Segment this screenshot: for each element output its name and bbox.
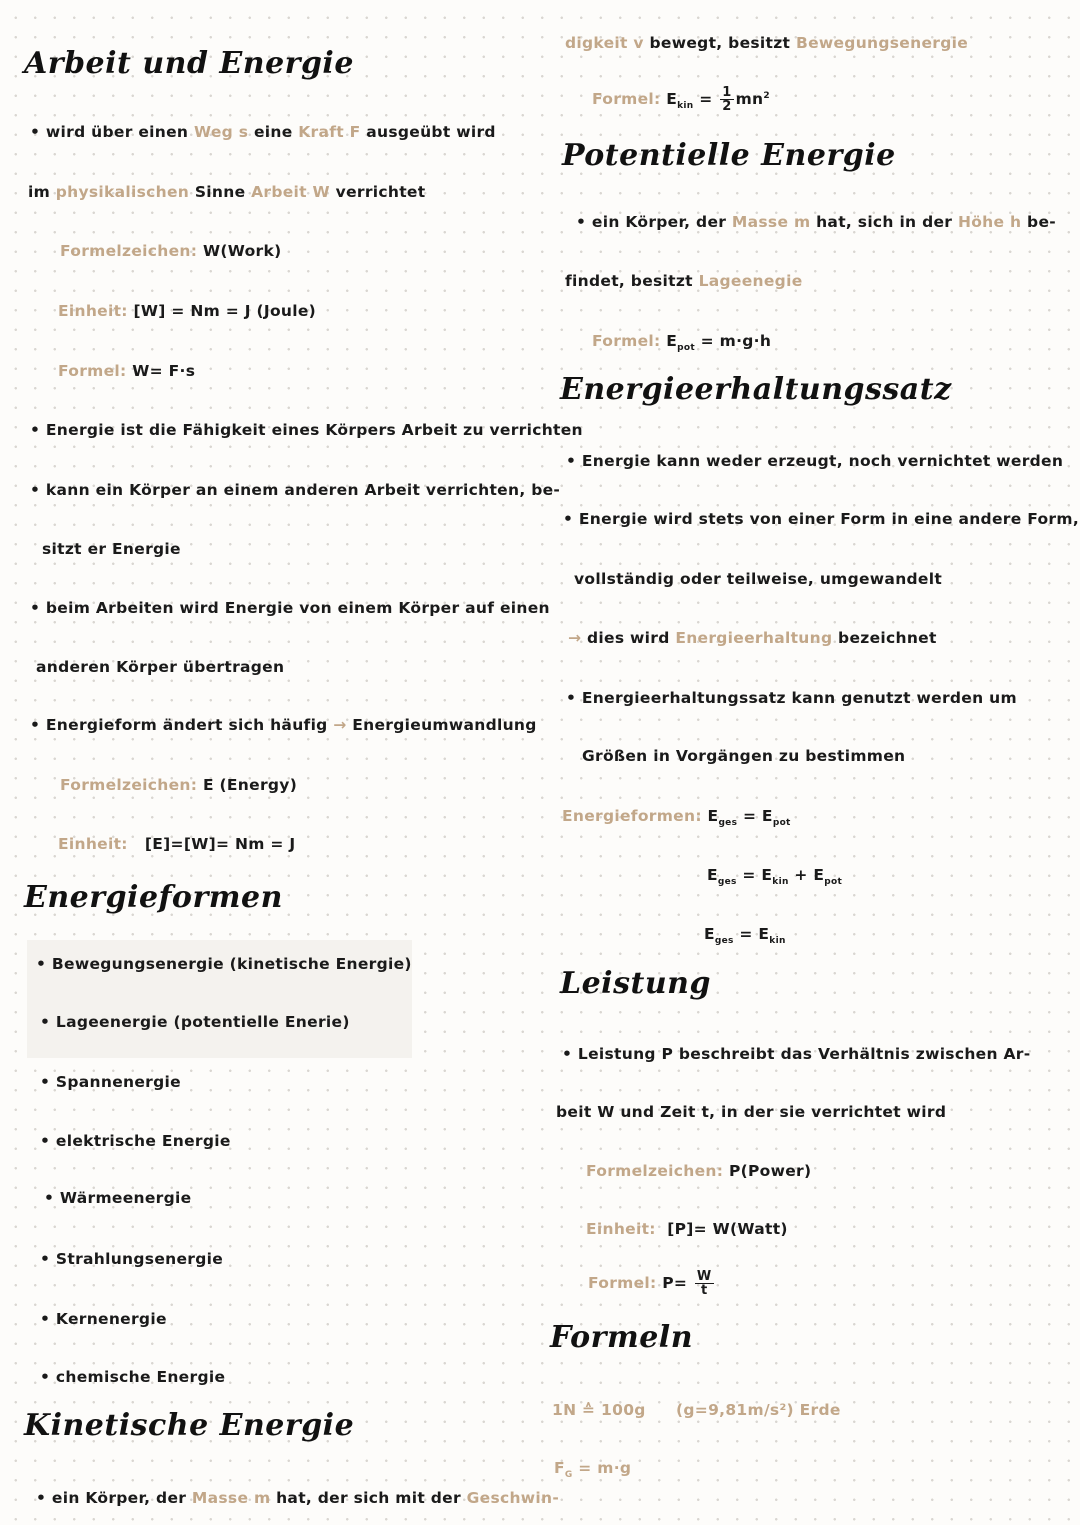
line-beim-arbeiten: • beim Arbeiten wird Energie von einem Körper auf einen [30,599,550,617]
term-hoehe: Höhe h [957,213,1022,231]
text: verrichtet [329,183,426,201]
line-erhaltung-2: • Energie wird stets von einer Form in eine andere Form, [563,510,1080,528]
text: findet, besitzt [565,272,699,290]
line-erhaltung-6: Größen in Vorgängen zu bestimmen [582,747,906,765]
term-masse: Masse m [191,1489,271,1507]
list-item: • chemische Energie [40,1368,226,1386]
value: P(Power) [728,1162,812,1180]
label: Energieformen: [562,807,702,825]
term-energieerhaltung: Energieerhaltung [675,629,833,647]
heading-kinetische-energie: Kinetische Energie [24,1408,355,1443]
text: bewegt, besitzt [643,34,796,52]
subscript: kin [769,936,786,947]
text: + E [788,866,825,884]
value: W(Work) [202,242,282,260]
heading-formeln: Formeln [550,1320,694,1355]
subscript: pot [677,343,695,354]
symbol: E [666,90,678,108]
list-item: • Bewegungsenergie (kinetische Energie) [36,955,412,973]
arrow-icon: → [568,629,582,647]
heading-energieformen: Energieformen [24,880,283,915]
subscript: kin [772,877,789,888]
formel-arbeit [58,362,195,380]
numerator: 1 [722,85,732,100]
line-erhaltung-4 [568,629,937,647]
line-erhaltung-3: vollständig oder teilweise, umgewandelt [574,570,943,588]
label: Formel: [58,362,127,380]
text: • wird über einen [30,123,194,141]
line-erhaltung-5: • Energieerhaltungssatz kann genutzt werden um [566,689,1017,707]
line-arbeit-verrichtet [28,183,425,201]
energieformen-eq-3 [704,925,786,946]
term-geschwindigkeit: digkeit v [565,34,644,52]
text: mn [735,90,764,108]
subscript: kin [677,101,694,112]
term-bewegungsenergie: Bewegungsenergie [795,34,969,52]
text: • ein Körper, der [576,213,732,231]
list-item: • elektrische Energie [40,1132,231,1150]
heading-potentielle-energie: Potentielle Energie [562,138,896,173]
formel-newton: 1N ≙ 100g [552,1401,646,1419]
formelzeichen-leistung [586,1162,811,1180]
energieformen-eq-1 [562,807,791,828]
value: [W] = Nm = J (Joule) [133,302,317,320]
text: hat, der sich mit der [270,1489,467,1507]
subscript: G [564,1470,573,1481]
subscript: pot [824,877,843,888]
text: = m·g·h [694,332,772,350]
symbol: F [554,1459,565,1477]
term-masse: Masse m [731,213,811,231]
label: Einheit: [58,302,128,320]
subscript: ges [718,818,738,829]
line-bewegungsenergie [565,34,968,52]
line-leistung-2: beit W und Zeit t, in der sie verrichtet wird [556,1103,947,1121]
line-potentiell [576,213,1056,231]
list-item: • Kernenergie [40,1310,167,1328]
text: be- [1021,213,1056,231]
formelzeichen-arbeit [60,242,281,260]
line-arbeit-verrichten: • kann ein Körper an einem anderen Arbeit verrichten, be- [30,481,561,499]
value: W= F·s [132,362,196,380]
text: = E [737,807,773,825]
line-energie-faehigkeit: • Energie ist die Fähigkeit eines Körpers Arbeit zu verrichten [30,421,583,439]
label: Formelzeichen: [60,242,198,260]
fraction [720,86,733,113]
term-geschwindigkeit: Geschwin- [466,1489,560,1507]
text: hat, sich in der [810,213,958,231]
list-item: • Strahlungsenergie [40,1250,224,1268]
value: E (Energy) [202,776,298,794]
term-arbeit: Arbeit W [251,183,330,201]
formel-kinetisch [592,86,770,113]
superscript: 2 [763,90,770,101]
symbol: P= [662,1274,693,1292]
formel-gewichtskraft [554,1459,631,1480]
text: Energieumwandlung [346,716,537,734]
subscript: ges [714,936,734,947]
label: Formel: [592,332,661,350]
numerator: W [696,1269,712,1284]
formel-leistung [588,1270,716,1297]
subscript: ges [717,877,737,888]
list-item: • Lageenergie (potentielle Enerie) [40,1013,350,1031]
symbol: E [707,807,719,825]
label: Formelzeichen: [60,776,198,794]
formel-potentiell [592,332,771,353]
einheit-arbeit [58,302,316,320]
list-item: • Wärmeenergie [44,1189,192,1207]
heading-arbeit-und-energie: Arbeit und Energie [24,46,354,81]
einheit-energie [58,835,295,853]
line-erhaltung-1: • Energie kann weder erzeugt, noch vernichtet werden [566,452,1064,470]
term-physikalisch: physikalischen [55,183,190,201]
value: [P]= W(Watt) [667,1220,788,1238]
line-lageenergie [565,272,803,290]
text: = E [733,925,770,943]
text: bezeichnet [832,629,937,647]
heading-leistung: Leistung [560,966,711,1001]
fraction [695,1270,714,1297]
text: = m·g [572,1459,632,1477]
heading-energieerhaltungssatz: Energieerhaltungssatz [560,372,952,407]
text: Sinne [189,183,252,201]
term-weg: Weg s [193,123,249,141]
label: Formelzeichen: [586,1162,724,1180]
value: [E]=[W]= Nm = J [144,835,296,853]
einheit-leistung [586,1220,788,1238]
denominator: 2 [722,99,732,114]
line-leistung-1: • Leistung P beschreibt das Verhältnis zwischen Ar- [562,1045,1031,1063]
term-kraft: Kraft F [298,123,361,141]
denominator: t [700,1283,708,1298]
text: • Energieform ändert sich häufig [30,716,334,734]
line-weg-kraft [30,123,496,141]
subscript: pot [772,818,791,829]
text: im [28,183,56,201]
list-item: • Spannenergie [40,1073,181,1091]
text: eine [248,123,299,141]
text: = E [736,866,773,884]
line-kinetisch [36,1489,559,1507]
text: dies wird [581,629,676,647]
symbol: E [666,332,678,350]
label: Einheit: [58,835,128,853]
term-lageenergie: Lageenegie [698,272,803,290]
text: = [693,90,719,108]
energieformen-eq-2 [707,866,842,887]
formelzeichen-energie [60,776,297,794]
text: ausgeübt wird [360,123,496,141]
line-sitzt-energie: sitzt er Energie [42,540,181,558]
label: Einheit: [586,1220,656,1238]
line-uebertragen: anderen Körper übertragen [36,658,285,676]
label: Formel: [588,1274,657,1292]
symbol: E [704,925,715,943]
arrow-icon: → [333,716,347,734]
text: • ein Körper, der [36,1489,192,1507]
line-energieform [30,716,537,734]
label: Formel: [592,90,661,108]
formel-erdbeschleunigung: (g=9,81m/s²) Erde [676,1401,841,1419]
symbol: E [707,866,718,884]
